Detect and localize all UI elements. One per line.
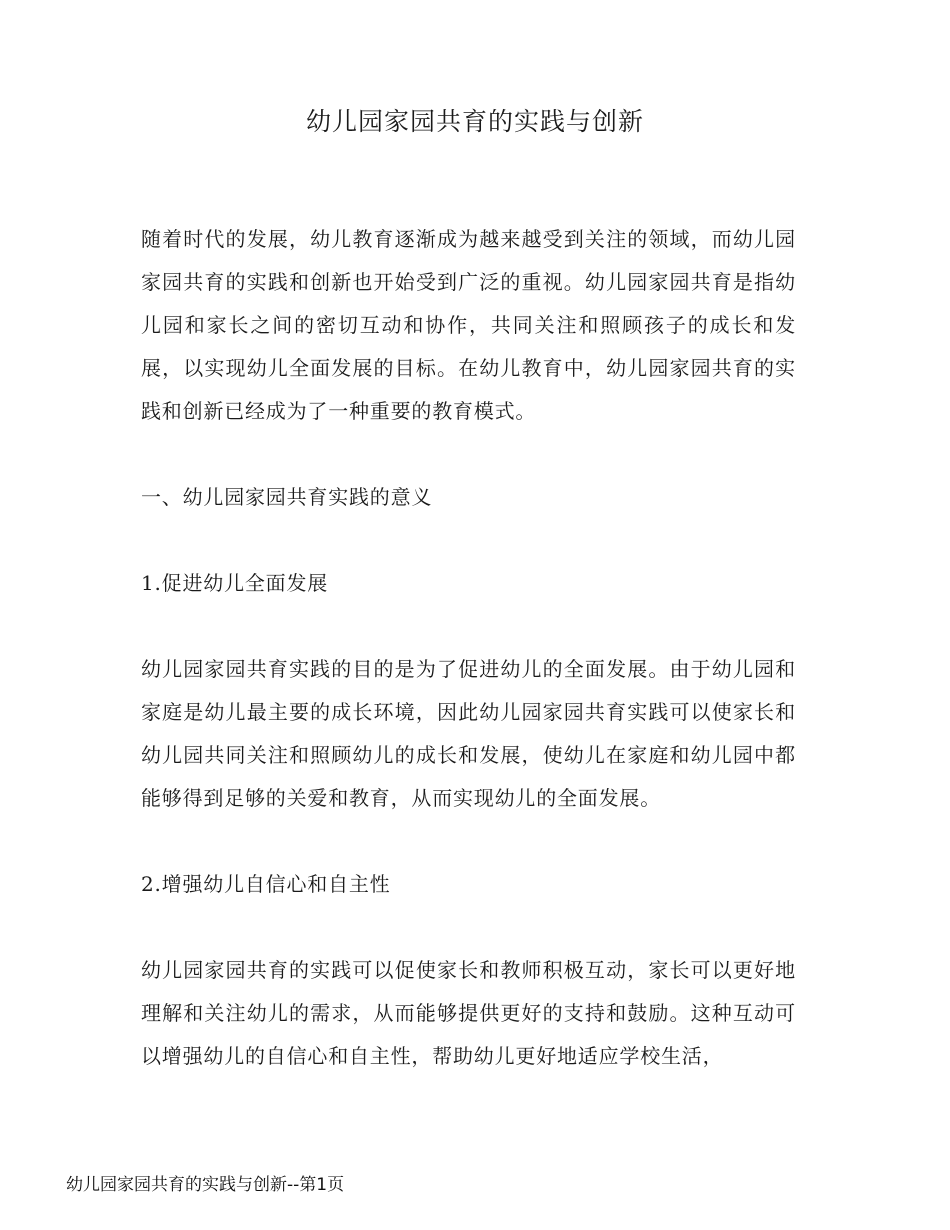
- intro-paragraph: 随着时代的发展，幼儿教育逐渐成为越来越受到关注的领域，而幼儿园家园共育的实践和创新也开始受到广泛的重视。幼儿园家园共育是指幼儿园和家长之间的密切互动和协作，共同关注和照顾孩子的成长和发展，以实现幼儿全面发展的目标。在幼儿教育中，幼儿园家园共育的实践和创新已经成为了一种重要的教育模式。: [141, 227, 796, 423]
- subsection-paragraph-1: 幼儿园家园共育实践的目的是为了促进幼儿的全面发展。由于幼儿园和家庭是幼儿最主要的成长环境，因此幼儿园家园共育实践可以使家长和幼儿园共同关注和照顾幼儿的成长和发展，使幼儿在家庭和幼儿园中都能够得到足够的关爱和教育，从而实现幼儿的全面发展。: [141, 657, 796, 810]
- document-title: 幼儿园家园共育的实践与创新: [305, 107, 644, 136]
- page-footer: 幼儿园家园共育的实践与创新--第1页: [66, 1175, 345, 1195]
- subsection-paragraph-2: 幼儿园家园共育的实践可以促使家长和教师积极互动，家长可以更好地理解和关注幼儿的需求，从而能够提供更好的支持和鼓励。这种互动可以增强幼儿的自信心和自主性，帮助幼儿更好地适应学校生活，: [141, 958, 796, 1068]
- subsection-heading-1: 1.促进幼儿全面发展: [141, 571, 329, 595]
- document-body: [141, 218, 796, 1078]
- section-heading-1: 一、幼儿园家园共育实践的意义: [141, 485, 433, 509]
- subsection-heading-2: 2.增强幼儿自信心和自主性: [141, 872, 391, 896]
